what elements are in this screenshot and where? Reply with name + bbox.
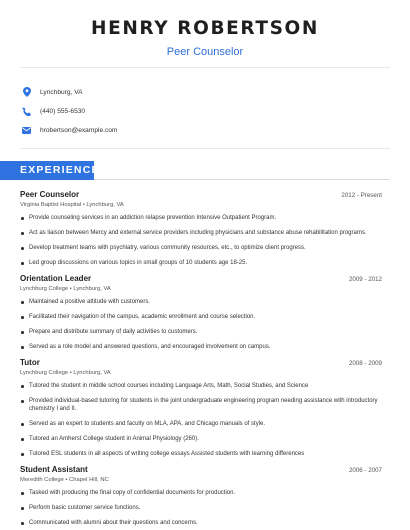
job-bullet: Communicated with alumni about their questions and concerns. (20, 519, 382, 527)
job-title: Student Assistant (20, 465, 88, 474)
job-bullet: Develop treatment teams with psychiatry, various community resources, etc., to optimize client progress. (20, 244, 382, 252)
candidate-name: HENRY ROBERTSON (91, 18, 319, 39)
job-bullet: Served as an expert to students and faculty on MLA, APA, and Chicago manuals of style. (20, 420, 382, 428)
job-bullet: Prepare and distribute summary of daily activities to customers. (20, 328, 382, 336)
phone-icon (22, 106, 31, 117)
job-bullet: Act as liaison between Mercy and external service providers including physicians and substance abuse rehabilitation programs. (20, 229, 382, 237)
job-entry (20, 190, 382, 274)
resume-header (0, 0, 410, 58)
contact-divider (20, 148, 390, 149)
job-bullets (20, 214, 382, 267)
contact-phone-text[interactable]: (440) 555-6530 (40, 107, 86, 115)
job-employer-line: Virginia Baptist Hospital • Lynchburg, VA (20, 202, 124, 208)
contact-email (22, 121, 117, 139)
header-divider (20, 67, 390, 68)
job-bullet: Provide counseling services in an addiction relapse prevention Intensive Outpatient Program. (20, 214, 382, 222)
email-icon (22, 125, 31, 136)
job-bullet: Served as a role model and answered questions, and encouraged involvement on campus. (20, 343, 382, 351)
job-bullet: Tutored an Amherst College student in Animal Physiology (260). (20, 435, 382, 443)
job-bullet: Perform basic customer service functions. (20, 504, 382, 512)
experience-heading-rule (94, 179, 390, 180)
job-bullet: Tutored ESL students in all aspects of writing college essays Assisted students with learning differences (20, 450, 382, 458)
job-dates: 2006 - 2007 (348, 467, 382, 474)
job-employer: Lynchburg College (20, 286, 69, 292)
job-location: Lynchburg, VA (73, 370, 111, 376)
job-employer: Lynchburg College (20, 370, 69, 376)
job-dates: 2012 - Present (341, 192, 382, 199)
contact-location-text: Lynchburg, VA (40, 88, 83, 96)
location-pin-icon (22, 87, 31, 98)
job-employer-line: Lynchburg College • Lynchburg, VA (20, 286, 111, 292)
job-bullet: Led group discussions on various topics in small groups of 10 students age 18-25. (20, 259, 382, 267)
job-bullet: Tutored the student in middle school courses including Language Arts, Math, Social Studies, and Science (20, 382, 382, 390)
candidate-title: Peer Counselor (166, 46, 244, 58)
job-employer: Meredith College (20, 477, 64, 483)
contact-info (22, 83, 117, 140)
job-entry (20, 274, 382, 358)
job-bullet: Tasked with producing the final copy of confidential documents for production. (20, 489, 382, 497)
job-bullets (20, 489, 382, 527)
contact-phone (22, 102, 117, 120)
job-bullet: Provided individual-based tutoring for students in the joint undergraduate engineering program needing assistance with introductory chemistry I and II. (20, 397, 382, 413)
job-title: Tutor (20, 358, 40, 367)
experience-heading: EXPERIENCE (0, 161, 94, 180)
job-title: Peer Counselor (20, 190, 80, 199)
job-dates: 2008 - 2009 (348, 360, 382, 367)
job-location: Lynchburg, VA (73, 286, 111, 292)
contact-location (22, 83, 117, 101)
job-bullets (20, 298, 382, 351)
job-location: Chapel Hill, NC (69, 477, 109, 483)
job-title: Orientation Leader (20, 274, 92, 283)
job-entry (20, 358, 382, 465)
job-entry (20, 465, 382, 530)
job-location: Lynchburg, VA (86, 202, 124, 208)
job-bullets (20, 382, 382, 458)
job-employer: Virginia Baptist Hospital (20, 202, 82, 208)
job-employer-line: Meredith College • Chapel Hill, NC (20, 477, 109, 483)
job-bullet: Facilitated their navigation of the campus, academic enrollment and course selection. (20, 313, 382, 321)
job-dates: 2009 - 2012 (348, 276, 382, 283)
contact-email-text[interactable]: hrobertson@example.com (40, 126, 118, 134)
job-employer-line: Lynchburg College • Lynchburg, VA (20, 370, 111, 376)
job-bullet: Maintained a positive attitude with customers. (20, 298, 382, 306)
